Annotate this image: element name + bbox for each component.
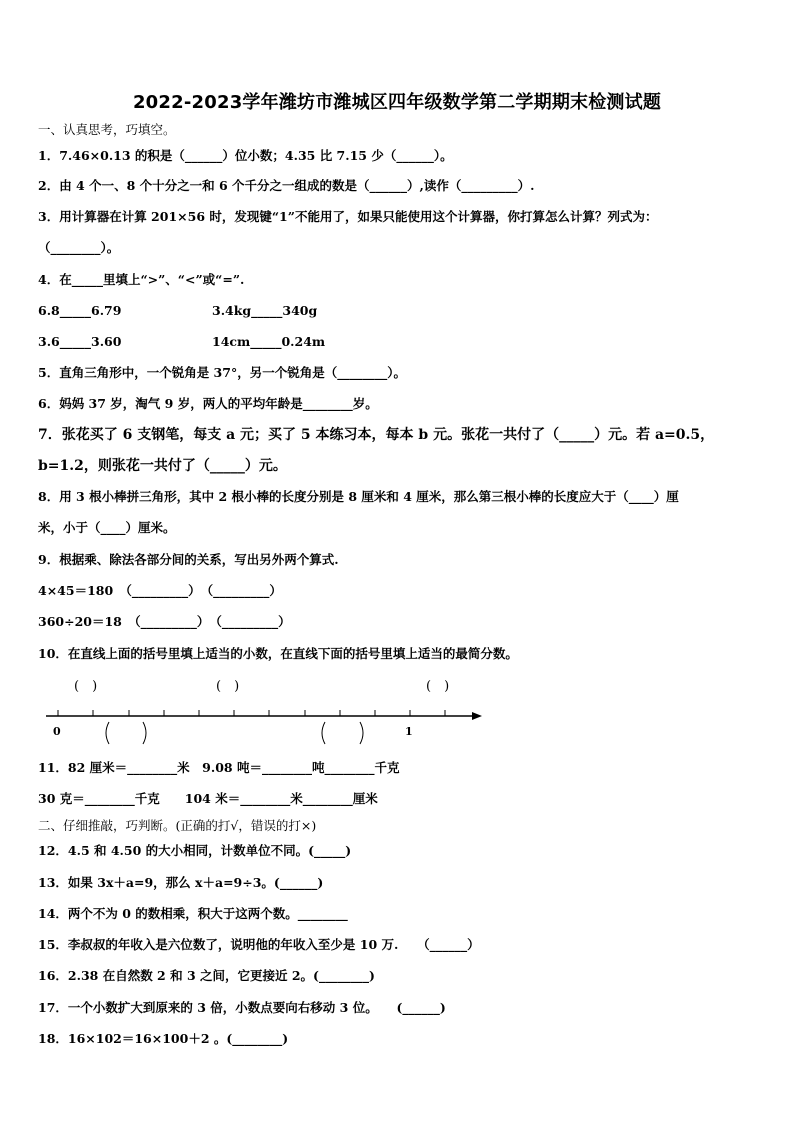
question-3-line-1: 3．用计算器在计算 201×56 时，发现键“1”不能用了，如果只能使用这个计算器，你打算怎么计算？列式为： (38, 209, 658, 224)
question-14: 14．两个不为 0 的数相乘，积大于这两个数。________ (38, 906, 348, 921)
question-9-row-1: 4×45＝180 （_________） （_________） (38, 583, 282, 598)
number-line-bottom-bracket-2 (322, 722, 363, 744)
question-4-row-2-right: 14cm_____0.24m (212, 334, 326, 349)
question-11-row-1: 11．82 厘米＝________米 9.08 吨＝________吨________千克 (38, 760, 400, 775)
question-3-line-2: （________）。 (38, 240, 120, 255)
question-4-row-1-left: 6.8_____6.79 (38, 303, 122, 318)
number-line-label-1: 1 (405, 725, 413, 738)
question-2: 2．由 4 个一、8 个十分之一和 6 个千分之一组成的数是（______）,读作（_________）. (38, 178, 535, 193)
question-4-row-2-left: 3.6_____3.60 (38, 334, 122, 349)
number-line-bottom-bracket-1 (106, 722, 146, 744)
section-2-heading: 二、仔细推敲，巧判断。(正确的打√，错误的打×) (38, 818, 317, 833)
number-line-top-paren-1: ( ) (74, 679, 98, 694)
number-line-arrow (472, 712, 482, 720)
question-7-line-1: 7．张花买了 6 支钢笔，每支 a 元；买了 5 本练习本，每本 b 元。张花一共付了（_____）元。若 a=0.5， (38, 427, 715, 443)
question-8-line-2: 米，小于（____）厘米。 (38, 520, 176, 535)
question-9: 9．根据乘、除法各部分间的关系，写出另外两个算式. (38, 552, 339, 567)
number-line-top-paren-2: ( ) (216, 679, 240, 694)
number-line-label-0: 0 (53, 725, 61, 738)
question-11-row-2: 30 克＝________千克 104 米＝________米________厘米 (38, 791, 378, 806)
question-13: 13．如果 3x＋a=9，那么 x＋a=9÷3。(______) (38, 875, 324, 890)
question-8-line-1: 8．用 3 根小棒拼三角形，其中 2 根小棒的长度分别是 8 厘米和 4 厘米，那么第三根小棒的长度应大于（____）厘 (38, 489, 679, 504)
question-16: 16．2.38 在自然数 2 和 3 之间，它更接近 2。(________) (38, 968, 375, 983)
question-1: 1．7.46×0.13 的积是（______）位小数；4.35 比 7.15 少（______）。 (38, 148, 453, 163)
page-title: 2022-2023学年潍坊市潍城区四年级数学第二学期期末检测试题 (132, 92, 662, 113)
section-1-heading: 一、认真思考，巧填空。 (38, 122, 176, 137)
question-9-row-2: 360÷20＝18 （_________） （_________） (38, 614, 291, 629)
number-line-top-paren-3: ( ) (426, 679, 450, 694)
question-5: 5．直角三角形中，一个锐角是 37°，另一个锐角是（________）。 (38, 365, 406, 380)
question-7-line-2: b=1.2，则张花一共付了（_____）元。 (38, 458, 287, 474)
question-10: 10．在直线上面的括号里填上适当的小数，在直线下面的括号里填上适当的最简分数。 (38, 646, 518, 661)
question-15: 15．李叔叔的年收入是六位数了，说明他的年收入至少是 10 万. （______） (38, 937, 480, 952)
question-4: 4．在_____里填上“>”、“<”或“=”. (38, 272, 245, 287)
number-line-ticks (58, 710, 445, 716)
question-6: 6．妈妈 37 岁，淘气 9 岁，两人的平均年龄是________岁。 (38, 396, 378, 411)
question-12: 12．4.5 和 4.50 的大小相同，计数单位不同。(_____) (38, 843, 352, 858)
question-4-row-1-right: 3.4kg_____340g (212, 303, 318, 318)
question-17: 17．一个小数扩大到原来的 3 倍，小数点要向右移动 3 位。 (______) (38, 1000, 446, 1015)
question-18: 18．16×102＝16×100＋2 。(________) (38, 1031, 289, 1046)
